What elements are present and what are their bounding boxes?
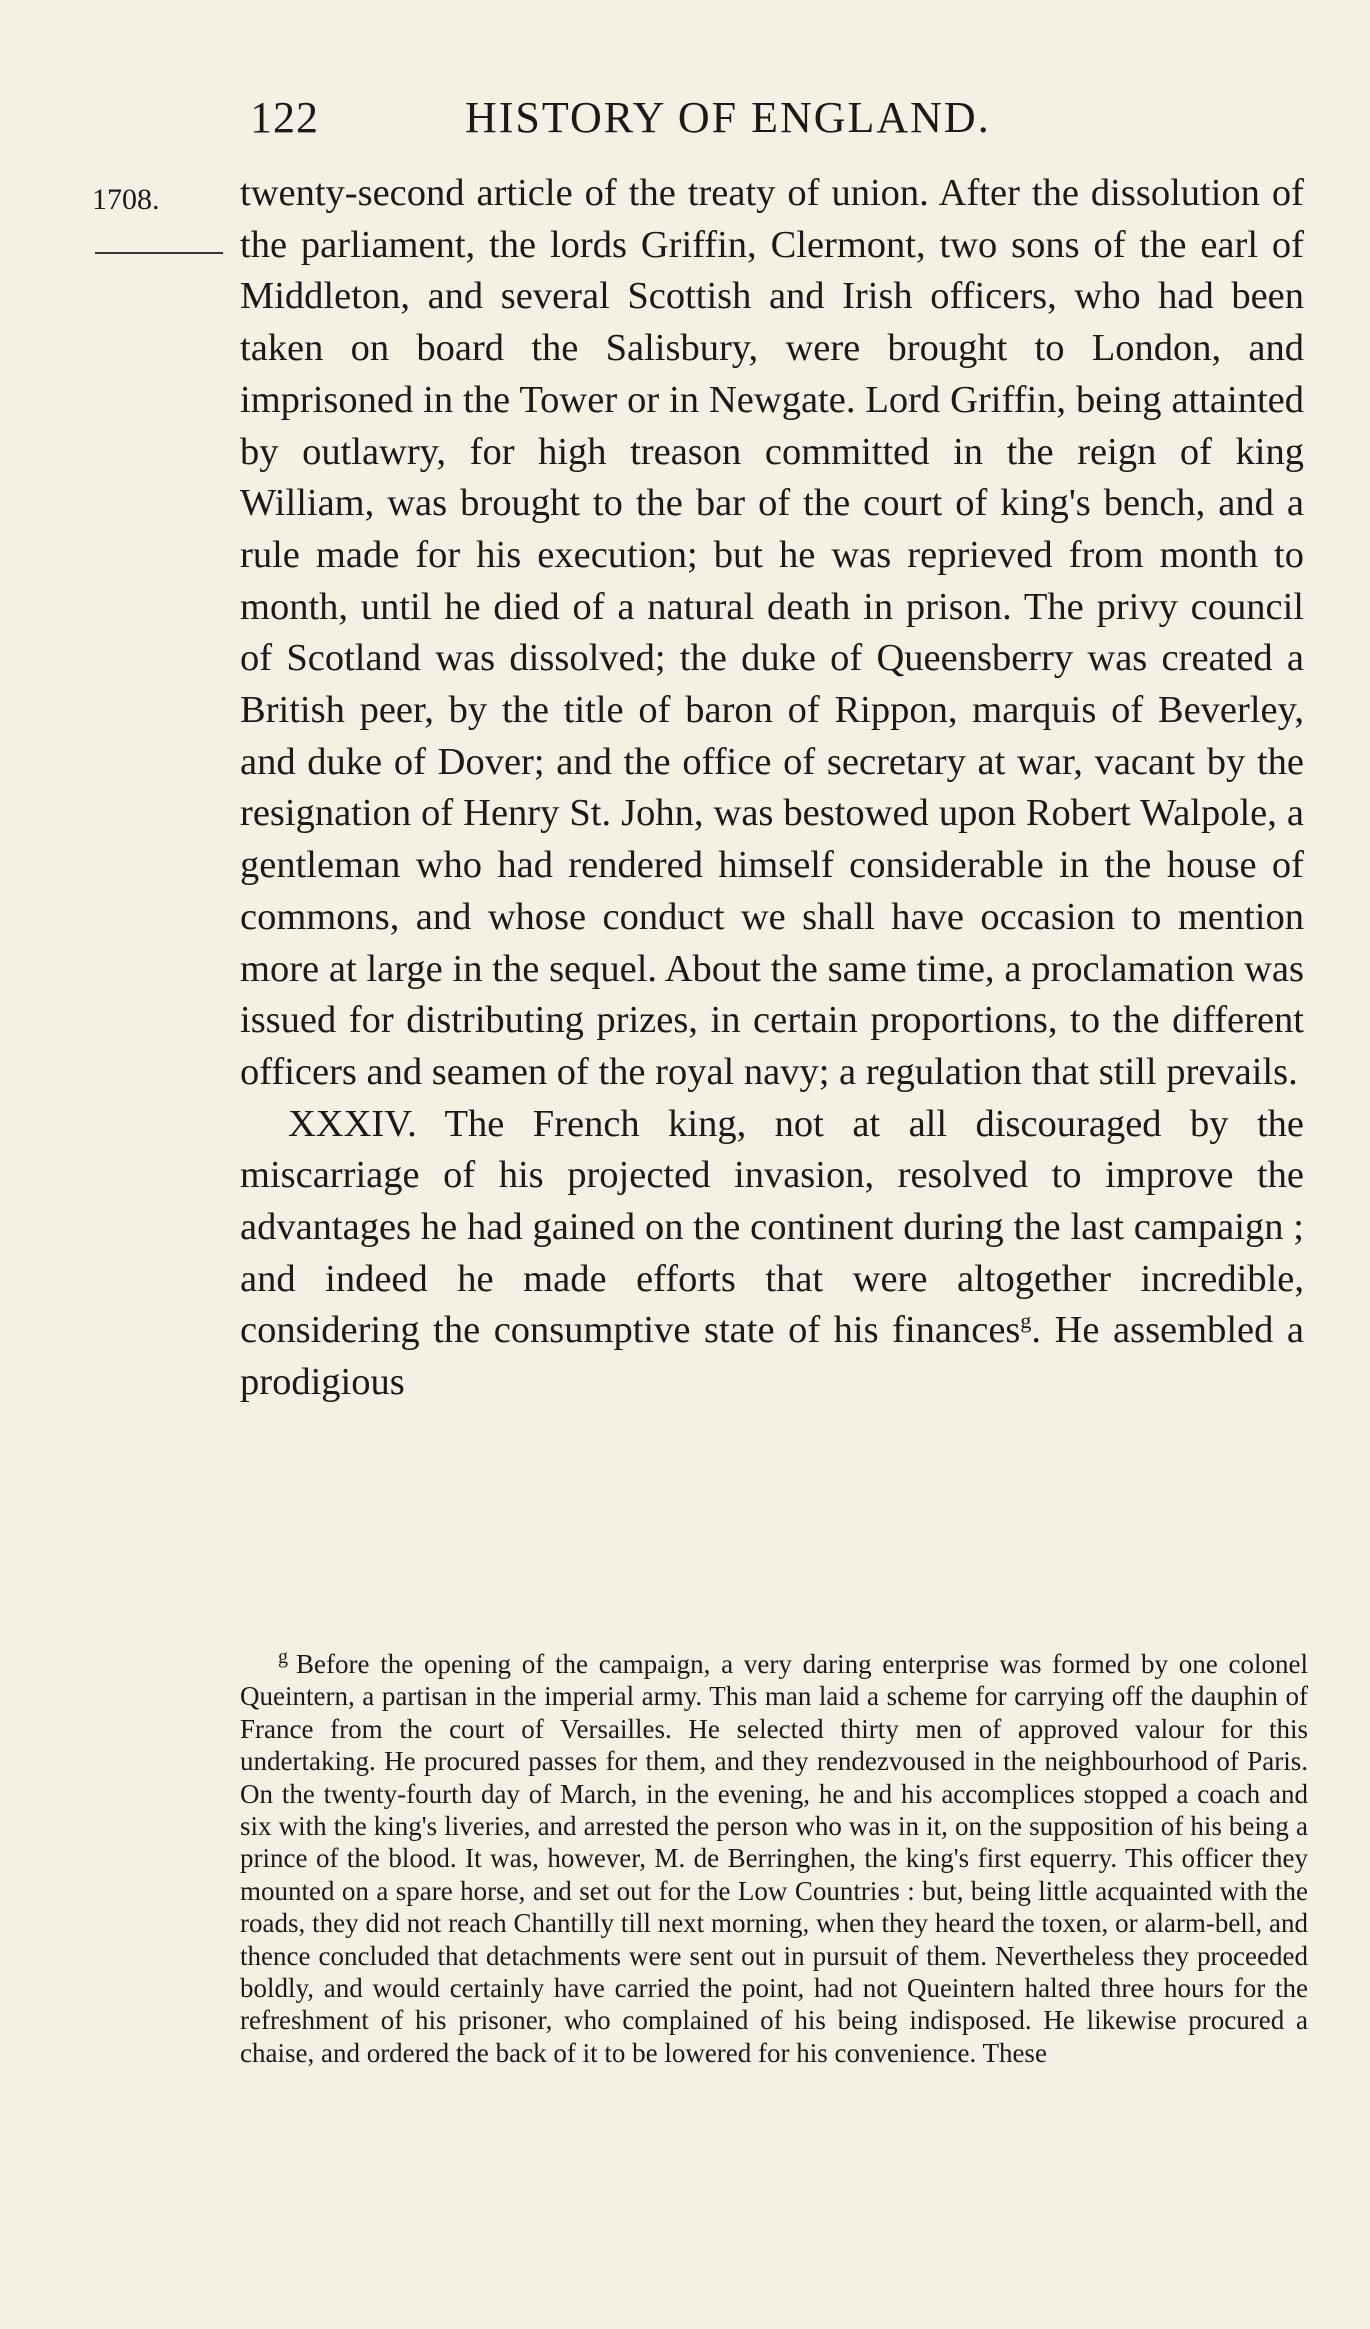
paragraph-2: [240, 1099, 1304, 1409]
paragraph-1: twenty-second article of the treaty of union. After the dissolution of the parliament, the lords Griffin, Clermont, two sons of the earl of Middleton, and several Scottish and Irish officers, who had been taken on board the Salisbury, were brought to London, and imprisoned in the Tower or in Newgate. Lord Griffin, being attainted by outlawry, for high treason committed in the reign of king William, was brought to the bar of the court of king's bench, and a rule made for his execution; but he was reprieved from month to month, until he died of a natural death in prison. The privy council of Scotland was dissolved; the duke of Queensberry was created a British peer, by the title of baron of Rippon, marquis of Beverley, and duke of Dover; and the office of secretary at war, vacant by the resignation of Henry St. John, was bestowed upon Robert Walpole, a gentleman who had rendered himself considerable in the house of commons, and whose conduct we shall have occasion to mention more at large in the sequel. About the same time, a proclamation was issued for distributing prizes, in certain proportions, to the different officers and seamen of the royal navy; a regulation that still prevails.: [240, 172, 1304, 1093]
page-header: [250, 92, 1070, 152]
running-title: HISTORY OF ENGLAND.: [465, 93, 991, 142]
page-number: 122: [250, 93, 319, 142]
margin-rule: [95, 252, 223, 254]
footnote-reference[interactable]: g: [1020, 1308, 1032, 1334]
body-text: [240, 168, 1304, 1409]
footnote-mark: g: [278, 1646, 288, 1668]
footnote: [240, 1648, 1308, 2069]
paragraph-2-continuation: . He assembled a prodigious: [240, 1309, 1304, 1404]
paragraph-2-text: XXXIV. The French king, not at all discouraged by the miscarriage of his projected invasion, resolved to improve the advantages he had gained on the continent during the last campaign ; and indeed he made efforts that were altogether incredible, considering the consumptive state of his finances: [240, 1102, 1304, 1352]
margin-year-note: 1708.: [92, 183, 160, 216]
footnote-text: Before the opening of the campaign, a very daring enterprise was formed by one colonel Queintern, a partisan in the imperial army. This man laid a scheme for carrying off the dauphin of France from the court of Versailles. He selected thirty men of approved valour for this undertaking. He procured passes for them, and they rendezvoused in the neighbourhood of Paris. On the twenty-fourth day of March, in the evening, he and his accomplices stopped a coach and six with the king's liveries, and arrested the person who was in it, on the supposition of his being a prince of the blood. It was, however, M. de Berringhen, the king's first equerry. This officer they mounted on a spare horse, and set out for the Low Countries : but, being little acquainted with the roads, they did not reach Chantilly till next morning, when they heard the toxen, or alarm-bell, and thence concluded that detachments were sent out in pursuit of them. Nevertheless they proceeded boldly, and would certainly have carried the point, had not Queintern halted three hours for the refreshment of his prisoner, who complained of his being indisposed. He likewise procured a chaise, and ordered the back of it to be lowered for his convenience. These: [240, 1649, 1308, 2068]
footnote-paragraph: [240, 1648, 1308, 2069]
